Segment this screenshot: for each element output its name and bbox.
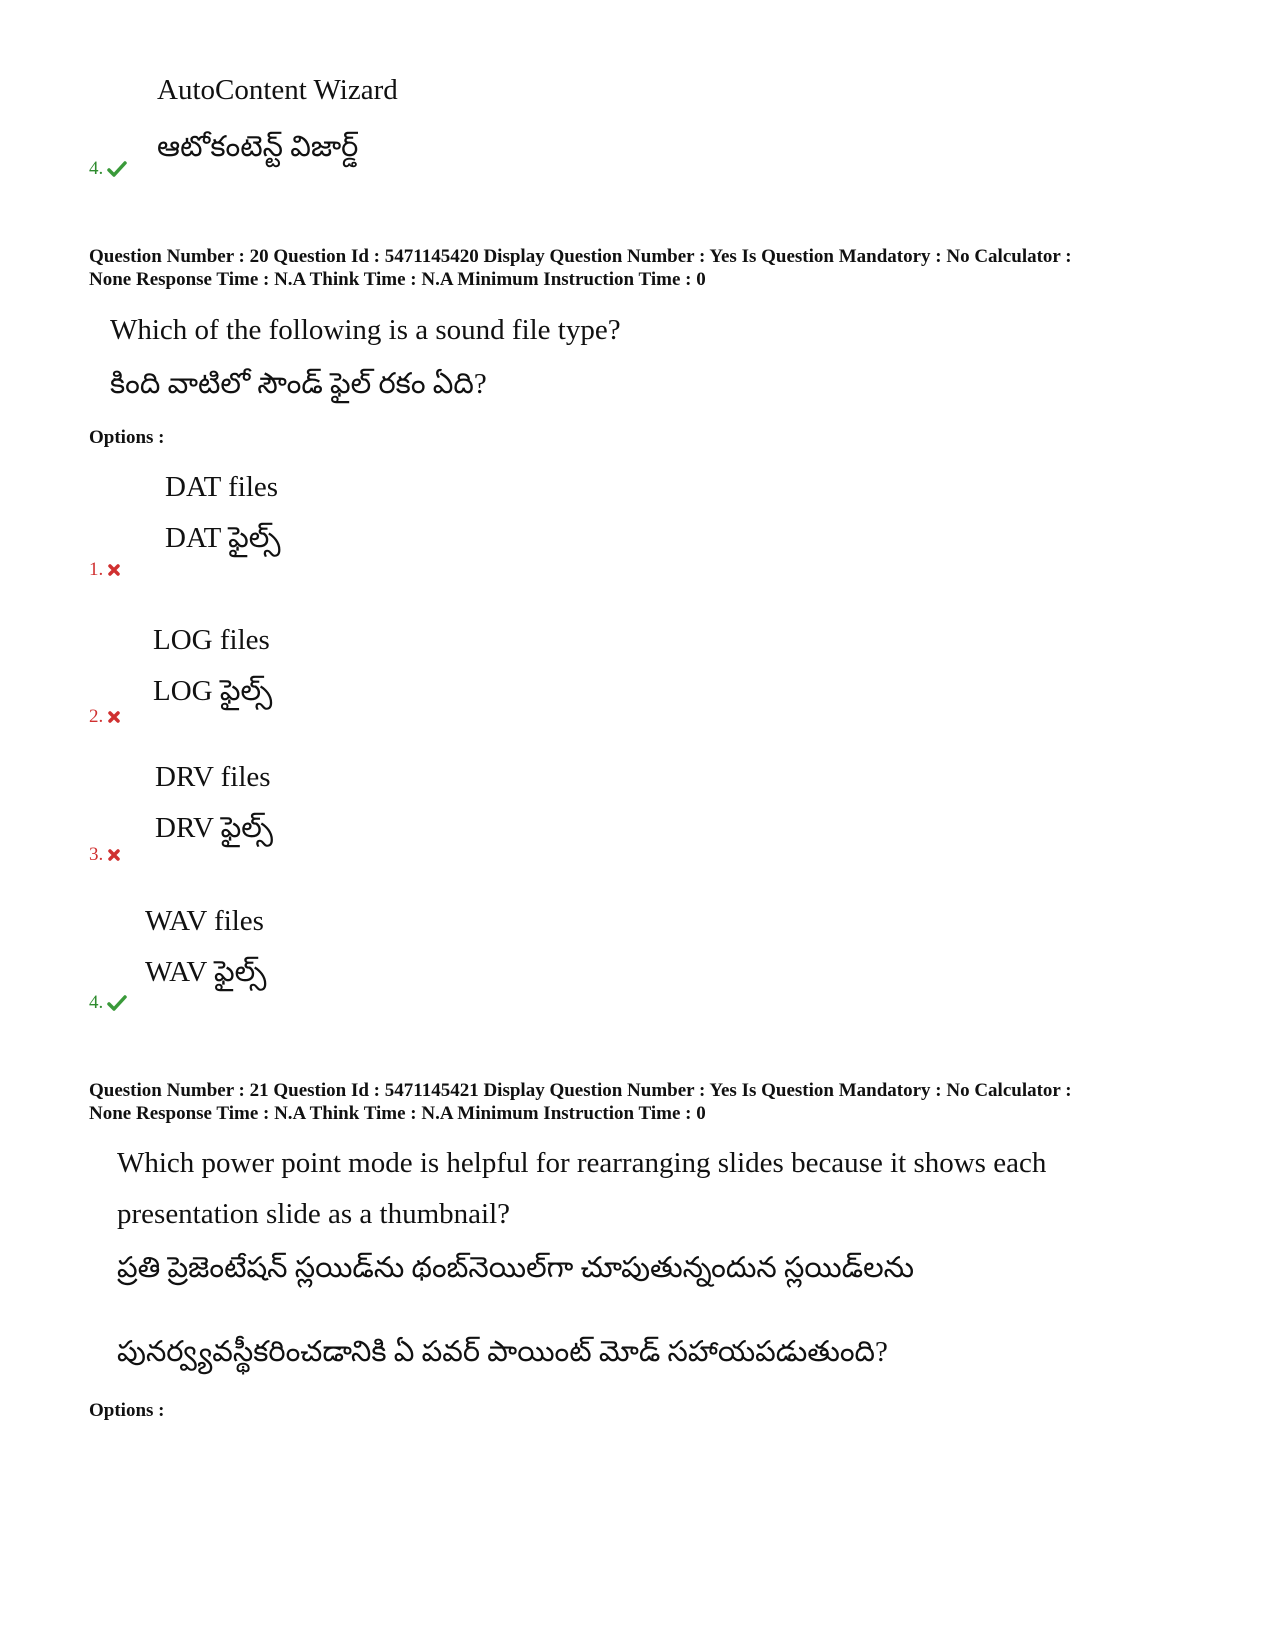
options-label: Options : (89, 1400, 165, 1421)
option-text-te: DRV ఫైల్స్ (155, 812, 274, 844)
option-text-en: WAV files (145, 905, 264, 937)
option-number: 3. (89, 844, 121, 866)
option-text-en: LOG files (153, 624, 270, 656)
option-number: 4. (89, 992, 127, 1014)
cross-icon (107, 848, 121, 862)
question-text-te-line1: ప్రతి ప్రెజెంటేషన్ స్లయిడ్‌ను థంబ్‌నెయిల్‌గా చూపుతున్నందున స్లయిడ్‌లను (117, 1252, 915, 1284)
question-text-en-line2: presentation slide as a thumbnail? (117, 1198, 511, 1230)
option-number: 2. (89, 706, 121, 728)
option-text-te: ఆటోకంటెన్ట్ విజార్డ్ (157, 131, 359, 163)
question-text-te: కింది వాటిలో సౌండ్ ఫైల్ రకం ఏది? (110, 368, 487, 400)
question-meta: Question Number : 20 Question Id : 5471145420 Display Question Number : Yes Is Question Mandatory : No Calculator : None Response Time : N.A Think Time : N.A Minimum Instruction Time : 0 (89, 246, 1072, 290)
check-icon (107, 161, 127, 177)
option-text-en: DRV files (155, 761, 271, 793)
option-number: 1. (89, 559, 121, 581)
option-text-te: LOG ఫైల్స్ (153, 675, 273, 707)
option-text-te: DAT ఫైల్స్ (165, 522, 281, 554)
question-text-en-line1: Which power point mode is helpful for rearranging slides because it shows each (117, 1147, 1047, 1179)
options-label: Options : (89, 427, 165, 448)
option-text-en: AutoContent Wizard (157, 74, 398, 106)
option-text-te: WAV ఫైల్స్ (145, 956, 267, 988)
cross-icon (107, 563, 121, 577)
cross-icon (107, 710, 121, 724)
option-text-en: DAT files (165, 471, 279, 503)
check-icon (107, 995, 127, 1011)
question-text-te-line2: పునర్వ్యవస్థీకరించడానికి ఏ పవర్ పాయింట్ మోడ్ సహాయపడుతుంది? (117, 1336, 888, 1368)
option-number: 4. (89, 158, 127, 180)
question-meta: Question Number : 21 Question Id : 5471145421 Display Question Number : Yes Is Question Mandatory : No Calculator : None Response Time : N.A Think Time : N.A Minimum Instruction Time : 0 (89, 1080, 1072, 1124)
question-text-en: Which of the following is a sound file type? (110, 314, 621, 346)
